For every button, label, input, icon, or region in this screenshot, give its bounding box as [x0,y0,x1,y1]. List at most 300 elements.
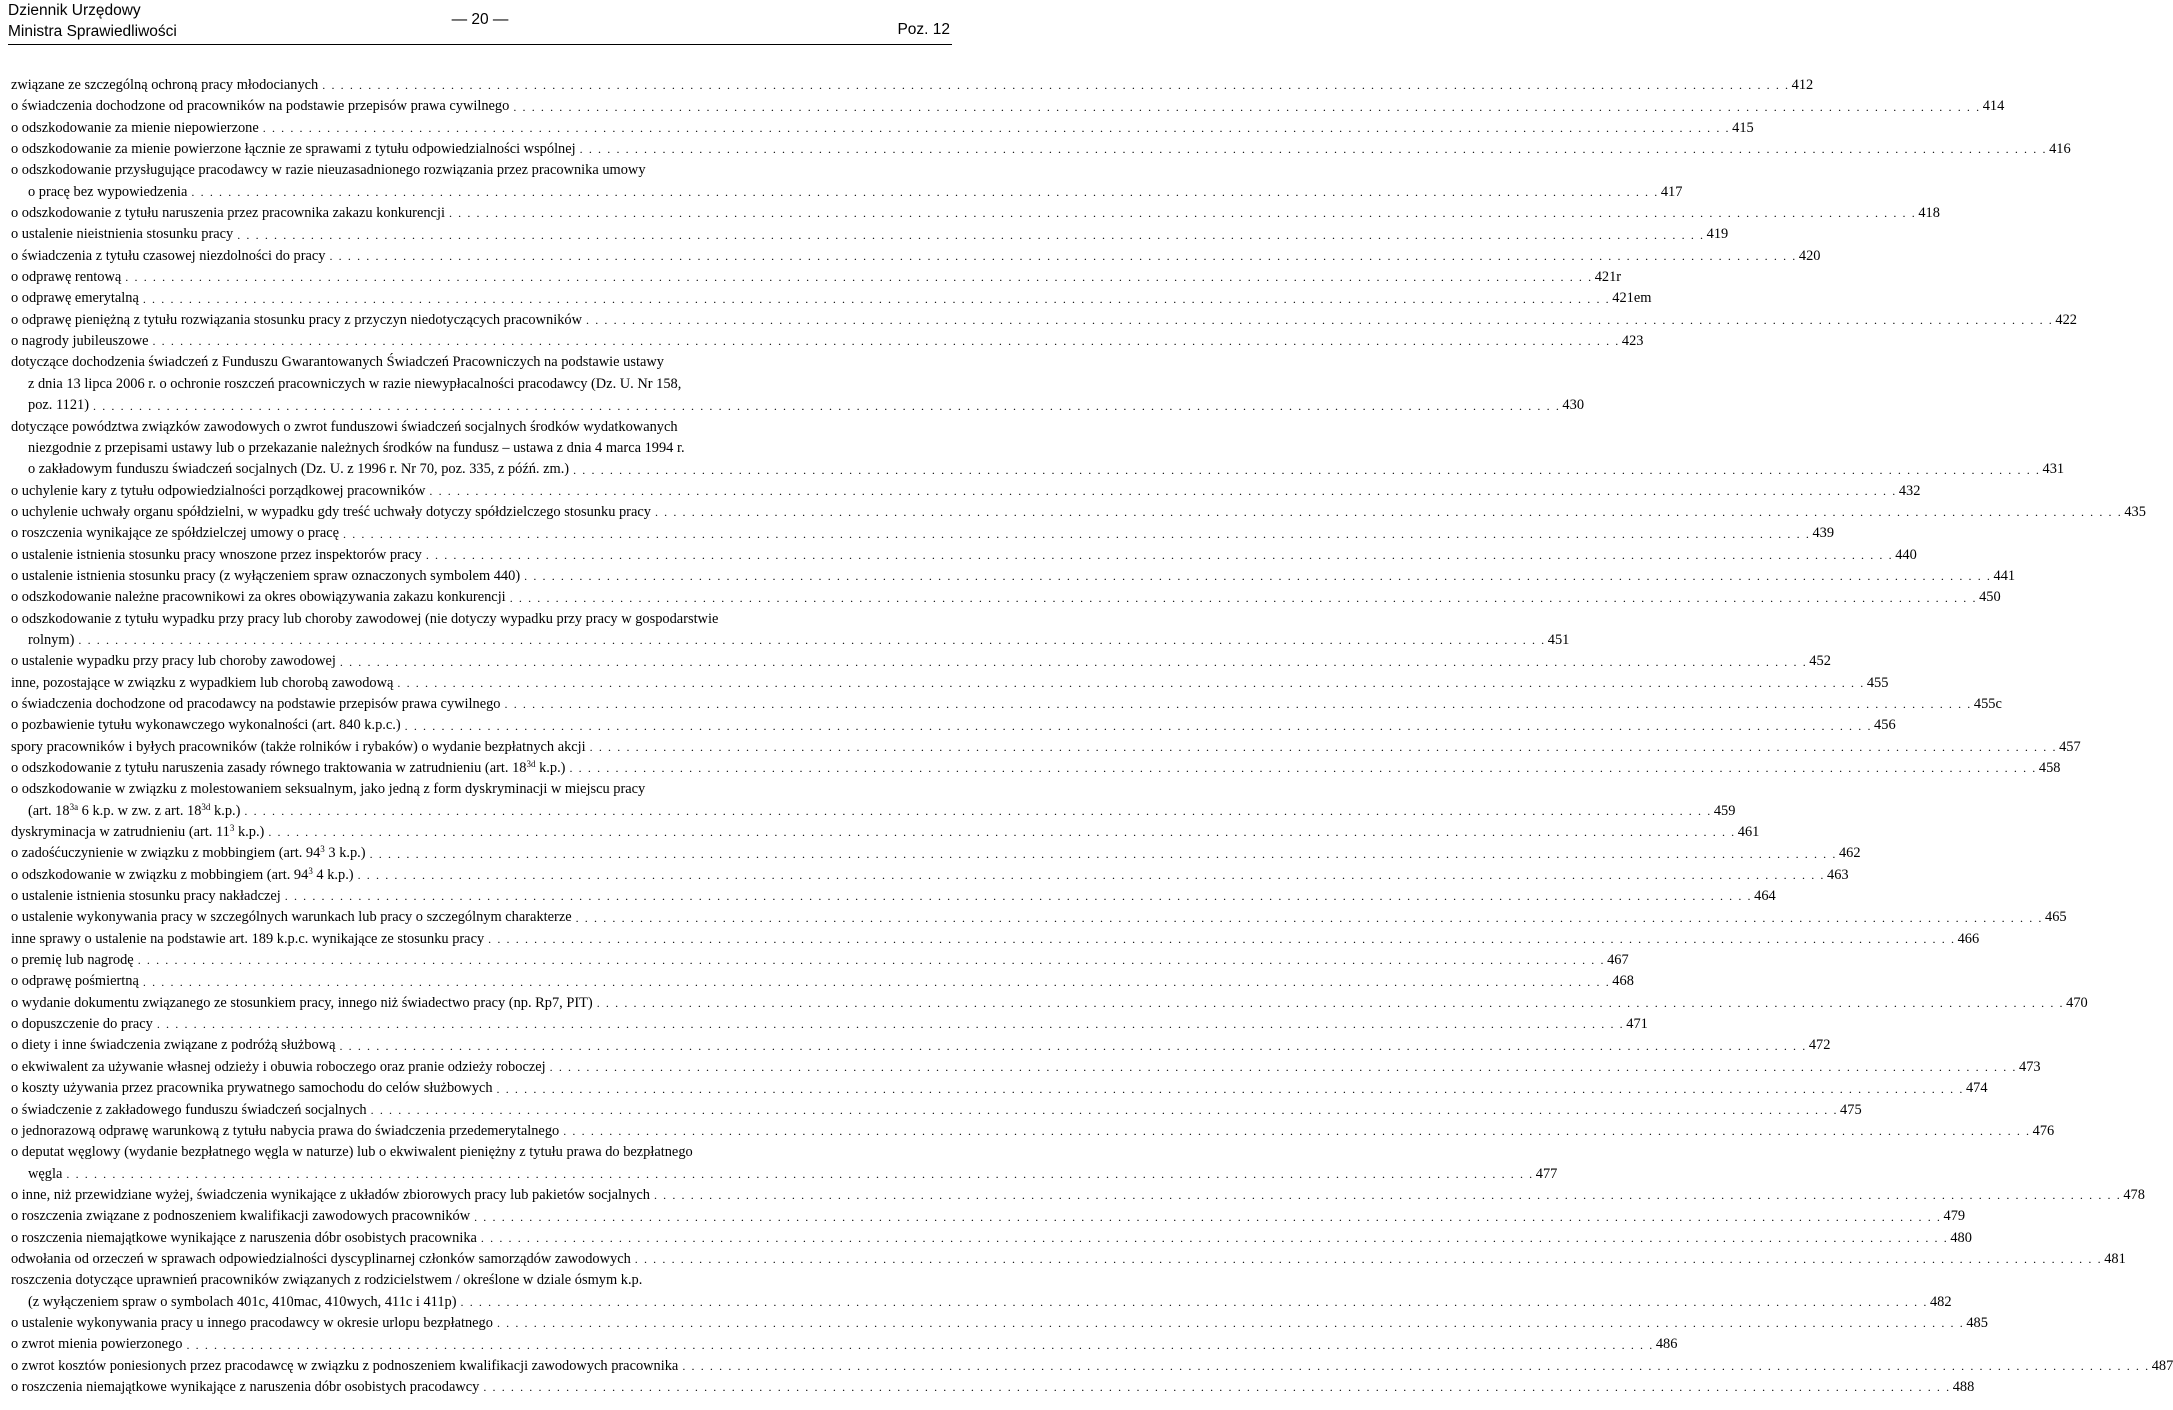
entry-description [11,1334,182,1355]
list-item [11,1185,2145,1206]
symbol-number: 482 [1929,1293,1952,1310]
symbol-number: 418 [1918,205,1940,222]
entry-text: rolnym) [28,631,75,648]
entry-description [11,1356,678,1377]
list-item [11,609,1570,652]
entry-row [11,288,1652,309]
entry-row [11,566,2016,587]
entry-row [11,1292,1952,1313]
entry-text: k.p.) [234,824,265,841]
list-item [11,758,2061,779]
entry-row [11,822,1760,843]
list-item [11,267,1622,288]
symbol-number: 416 [2049,141,2071,158]
entry-text: 3 k.p.) [324,845,366,862]
dot-leader [78,630,1545,651]
list-item [11,566,2016,587]
entry-text: o roszczenia związane z podnoszeniem kwalifikacji zawodowych pracowników [11,1208,471,1225]
dot-leader [157,1014,1624,1035]
entry-text: o ustalenie istnienia stosunku pracy (z wyłączeniem spraw oznaczonych symbolem 440) [11,567,521,584]
entry-row [11,182,1683,203]
entry-row [11,523,1835,544]
entry-description [11,1014,153,1035]
superscript: 3 [320,844,325,855]
entry-text: o zadośćuczynienie w związku z mobbingiem (art. 94 [11,845,321,862]
entry-text: o ustalenie istnienia stosunku pracy nakładczej [11,888,281,905]
entry-description [11,822,264,843]
superscript: 3d [526,759,536,769]
entry-text: o dopuszczenie do pracy [11,1016,153,1033]
symbol-number: 472 [1808,1037,1831,1054]
symbol-number: 473 [2019,1058,2041,1075]
symbol-number: 455c [1973,695,2002,712]
entry-text: spory pracowników i byłych pracowników (także rolników i rybaków) o wydanie bezpłatnych akcji [11,738,586,755]
symbol-number: 439 [1812,525,1835,542]
symbol-number: 478 [2123,1186,2145,1203]
entry-description [11,203,445,224]
symbol-number: 470 [2066,994,2088,1011]
entry-text: o pozbawienie tytułu wykonawczego wykonalności (art. 840 k.p.c.) [11,717,401,734]
entry-text: o ustalenie wykonywania pracy u innego pracodawcy w okresie urlopu bezpłatnego [11,1314,493,1331]
dot-leader [654,1185,2121,1206]
symbol-number: 412 [1791,77,1814,93]
list-item [11,545,1917,566]
entry-text: o ekwiwalent za używanie własnej odzieży i obuwia roboczego oraz pranie odzieży roboczej [11,1058,546,1075]
dot-leader [339,1036,1806,1057]
entry-row [11,1185,2145,1206]
entry-text: o ustalenie nieistnienia stosunku pracy [11,226,234,243]
entry-row [11,843,1861,864]
entry-description [11,118,259,139]
list-item [11,1014,1648,1035]
list-item [11,929,1980,950]
entry-row [11,1100,1862,1121]
entry-description [28,182,187,203]
case-symbol-list [11,75,2173,1398]
entry-description [11,481,425,502]
entry-text: o ustalenie wypadku przy pracy lub choroby zawodowej [11,653,336,670]
superscript: 3 [229,823,235,834]
entry-row [11,737,2081,758]
entry-description [28,1292,457,1313]
dot-leader [483,1377,1950,1398]
symbol-number: 441 [1993,567,2016,584]
entry-text-line: dotyczące powództwa związków zawodowych o zwrot funduszowi świadczeń socjalnych środków wydatkowanych [11,418,678,435]
symbol-number: 468 [1612,973,1634,990]
entry-description [11,929,484,950]
entry-row [11,246,1821,267]
list-item [11,331,1644,352]
entry-text: węgla [28,1165,63,1182]
list-item [11,822,1760,843]
list-item [11,1228,1972,1249]
list-item [11,288,1652,309]
list-item [11,224,1729,245]
list-item [11,779,1736,822]
symbol-number: 451 [1547,631,1570,648]
entry-description [11,1121,559,1142]
dot-leader [550,1057,2017,1078]
entry-row [11,118,1754,139]
symbol-number: 431 [2042,461,2065,478]
list-item [11,352,1585,416]
entry-text-line: o odszkodowanie w związku z molestowaniem seksualnym, jako jedną z form dyskryminacji w miejscu pracy [11,781,646,798]
list-item [11,1121,2055,1142]
dot-leader [426,545,1893,566]
symbol-number: 471 [1626,1016,1648,1033]
entry-text: o zwrot kosztów poniesionych przez pracodawcę w związku z podnoszeniem kwalifikacji zawodowych pracownika [11,1357,679,1374]
symbol-number: 435 [2124,503,2146,520]
entry-text: o nagrody jubileuszowe [11,333,149,350]
entry-description [28,801,240,822]
entry-row [11,1121,2055,1142]
list-item [11,481,1921,502]
entry-row [11,1249,2126,1270]
list-item [11,417,2065,481]
entry-text: o odszkodowanie z tytułu naruszenia zasady równego traktowania w zatrudnieniu (art. 18 [11,760,527,776]
list-item [11,971,1634,992]
entry-text: o inne, niż przewidziane wyżej, świadczenia wynikające z układów zbiorowych pracy lub pakietów socjalnych [11,1186,650,1203]
symbol-number: 455 [1866,674,1889,691]
entry-row [11,950,1629,971]
list-item [11,246,1821,267]
list-item [11,993,2088,1014]
entry-text: związane ze szczególną ochroną pracy młodocianych [11,77,319,93]
dot-leader [285,886,1752,907]
list-item [11,1313,1988,1334]
entry-row [11,1035,1831,1056]
dot-leader [682,1356,2149,1377]
entry-row [11,1164,1558,1185]
dot-leader [138,950,1605,971]
symbol-number: 461 [1737,824,1760,841]
list-item [11,203,1940,224]
position-number: Poz. 12 [897,21,950,38]
entry-row [11,587,2001,608]
entry-description [11,331,148,352]
entry-row [11,929,1980,950]
symbol-number: 423 [1621,333,1644,350]
entry-description [11,694,501,715]
entry-text-line: dotyczące dochodzenia świadczeń z Funduszu Gwarantowanych Świadczeń Pracowniczych na podstawie ustawy [11,354,664,371]
entry-description [28,1164,62,1185]
list-item [11,950,1629,971]
symbol-number: 430 [1562,397,1585,414]
entry-row [11,673,1889,694]
entry-row [11,1057,2041,1078]
symbol-number: 415 [1732,119,1754,136]
journal-title-line1: Dziennik Urzędowy [8,2,141,19]
entry-row [11,203,1940,224]
entry-row [11,694,2002,715]
list-item [11,865,1849,886]
entry-description [11,843,366,864]
list-item [11,75,1814,96]
entry-text: o świadczenia z tytułu czasowej niezdolności do pracy [11,247,326,264]
list-item [11,715,1896,736]
entry-text: k.p.) [210,802,241,819]
entry-description [11,993,593,1014]
entry-description [11,907,572,928]
dot-leader [524,566,1991,587]
symbol-number: 485 [1966,1314,1988,1331]
entry-text: o premię lub nagrodę [11,952,134,969]
entry-row [11,886,1776,907]
entry-row [11,993,2088,1014]
list-item [11,502,2146,523]
entry-text: o świadczenia dochodzone od pracodawcy na podstawie przepisów prawa cywilnego [11,695,501,712]
entry-row [11,907,2067,928]
symbol-number: 466 [1957,930,1980,947]
dot-leader [449,203,1916,224]
symbol-number: 452 [1809,653,1831,670]
dot-leader [405,716,1872,737]
entry-text: o diety i inne świadczenia związane z podróżą służbową [11,1037,336,1054]
entry-row [11,395,1585,416]
entry-description [11,288,139,309]
entry-row [11,459,2065,480]
list-item [11,694,2002,715]
entry-text-line: o odszkodowanie przysługujące pracodawcy w razie nieuzasadnionego rozwiązania przez pracownika umowy [11,162,646,179]
dot-leader [573,460,2040,481]
entry-text: o zakładowym funduszu świadczeń socjalnych (Dz. U. z 1996 r. Nr 70, poz. 335, z późń. zm.) [28,461,570,478]
entry-text: odwołania od orzeczeń w sprawach odpowiedzialności dyscyplinarnej członków samorządów zawodowych [11,1250,631,1267]
entry-row [11,139,2071,160]
symbol-number: 440 [1895,546,1917,563]
entry-row [11,865,1849,886]
entry-text: poz. 1121) [28,397,90,414]
entry-text: o uchylenie uchwały organu spółdzielni, w wypadku gdy treść uchwały dotyczy spółdzielczego stosunku pracy [11,503,651,520]
page-number: — 20 — [451,11,509,28]
symbol-number: 481 [2104,1250,2126,1267]
dot-leader [563,1121,2030,1142]
symbol-number: 477 [1535,1165,1558,1182]
entry-row [11,75,1814,96]
symbol-number: 480 [1950,1229,1972,1246]
dot-leader [186,1335,1653,1356]
entry-text: o odszkodowanie za mienie powierzone łącznie ze sprawami z tytułu odpowiedzialności wspólnej [11,141,576,158]
entry-row [11,715,1896,736]
dot-leader [505,694,1972,715]
dot-leader [343,524,1810,545]
dot-leader [576,908,2043,929]
entry-text: o jednorazową odprawę warunkową z tytułu nabycia prawa do świadczenia przedemerytalnego [11,1122,560,1139]
entry-description [11,1206,470,1227]
entry-row [11,1377,1975,1398]
entry-text: o roszczenia wynikające ze spółdzielczej umowy o pracę [11,525,340,542]
list-item [11,1249,2126,1270]
entry-row [11,224,1729,245]
symbol-number: 459 [1713,802,1736,819]
superscript: 3d [201,801,211,812]
dot-leader [244,801,1711,822]
entry-description [11,1228,477,1249]
dot-leader [143,289,1610,310]
entry-description [11,75,318,96]
symbol-number: 419 [1706,226,1729,243]
entry-description [11,310,582,331]
entry-text: o roszczenia niemajątkowe wynikające z naruszenia dóbr osobistych pracodawcy [11,1378,480,1395]
dot-leader [125,267,1592,288]
entry-text: o odprawę pieniężną z tytułu rozwiązania stosunku pracy z przyczyn niedotyczących pracowników [11,311,582,328]
entry-row [11,96,2005,117]
symbol-number: 479 [1943,1208,1966,1225]
entry-row [11,1356,2173,1377]
list-item [11,907,2067,928]
entry-text: o odprawę emerytalną [11,290,139,307]
list-item [11,1142,1558,1185]
symbol-number: 475 [1840,1101,1862,1118]
entry-row [11,1228,1972,1249]
entry-text: o pracę bez wypowiedzenia [28,183,188,200]
entry-description [11,139,576,160]
symbol-number: 487 [2151,1357,2173,1374]
entry-text-line: niezgodnie z przepisami ustawy lub o przekazanie należnych środków na fundusz – ustawa z dnia 4 marca 1994 r. [28,439,685,456]
list-item [11,1356,2173,1377]
entry-row [11,1014,1648,1035]
entry-text: o zwrot mienia powierzonego [11,1336,183,1353]
list-item [11,737,2081,758]
journal-title-line2: Ministra Sprawiedliwości [8,23,177,40]
symbol-number: 414 [1982,98,2005,115]
dot-leader [586,310,2053,331]
entry-description [11,96,509,117]
list-item [11,1377,1975,1398]
entry-row [11,267,1622,288]
entry-text: inne, pozostające w związku z wypadkiem lub chorobą zawodową [11,674,394,691]
list-item [11,886,1776,907]
entry-description [11,715,401,736]
entry-text: o świadczenie z zakładowego funduszu świadczeń socjalnych [11,1101,367,1118]
entry-row [11,481,1921,502]
entry-description [11,1100,367,1121]
entry-text: o odszkodowanie w związku z mobbingiem (art. 94 [11,866,309,883]
entry-text-line: o deputat węglowy (wydanie bezpłatnego węgla w naturze) lub o ekwiwalent pieniężny z tytułu prawa do bezpłatnego [11,1144,693,1161]
entry-description [11,246,325,267]
entry-text-line: o odszkodowanie z tytułu wypadku przy pracy lub choroby zawodowej (nie dotyczy wypadku przy pracy w gospodarstwie [11,610,719,627]
list-item [11,651,1831,672]
list-item [11,843,1861,864]
symbol-number: 476 [2032,1122,2055,1139]
entry-text: o odprawę pośmiertną [11,973,139,990]
list-item [11,587,2001,608]
dot-leader [580,139,2047,160]
dot-leader [513,97,1980,118]
entry-description [11,587,506,608]
entry-row [11,1206,1966,1227]
list-item [11,118,1754,139]
dot-leader [590,737,2057,758]
entry-description [11,758,565,779]
entry-description [11,886,281,907]
symbol-number: 457 [2059,738,2081,755]
list-item [11,673,1889,694]
symbol-number: 462 [1838,845,1861,862]
entry-text: dyskryminacja w zatrudnieniu (art. 11 [11,824,230,841]
list-item [11,1334,1678,1355]
dot-leader [371,1100,1838,1121]
list-item [11,96,2005,117]
entry-description [11,737,586,758]
entry-text: o odszkodowanie z tytułu naruszenia przez pracownika zakazu konkurencji [11,205,445,222]
entry-text: o ustalenie wykonywania pracy w szczególnych warunkach lub pracy o szczególnym charakterze [11,909,572,926]
symbol-number: 464 [1754,888,1776,905]
entry-description [11,566,520,587]
list-item [11,1078,1988,1099]
list-item [11,1035,1831,1056]
symbol-number: 432 [1898,482,1921,499]
entry-description [28,395,89,416]
symbol-number: 456 [1874,717,1896,734]
entry-text: o świadczenia dochodzone od pracowników na podstawie przepisów prawa cywilnego [11,98,510,115]
entry-description [11,224,233,245]
dot-leader [397,673,1864,694]
symbol-number: 467 [1607,952,1629,969]
list-item [11,1057,2041,1078]
dot-leader [597,993,2064,1014]
dot-leader [93,396,1560,417]
header-rule [8,44,952,45]
list-item [11,139,2071,160]
symbol-number: 421em [1612,290,1652,307]
entry-row [11,331,1644,352]
dot-leader [263,118,1730,139]
dot-leader [237,225,1704,246]
list-item [11,1206,1966,1227]
entry-row [11,502,2146,523]
entry-description [11,1035,335,1056]
entry-text: o koszty używania przez pracownika prywatnego samochodu do celów służbowych [11,1080,493,1097]
page-header [8,0,952,44]
dot-leader [497,1313,1964,1334]
entry-description [11,1057,546,1078]
entry-description [28,459,569,480]
entry-description [11,267,121,288]
dot-leader [143,972,1610,993]
entry-description [11,651,336,672]
entry-text: o odszkodowanie należne pracownikowi za okres obowiązywania zakazu konkurencji [11,589,506,606]
entry-text: 6 k.p. w zw. z art. 18 [78,802,202,819]
dot-leader [152,331,1619,352]
symbol-number: 486 [1655,1336,1678,1353]
entry-description [11,865,354,886]
entry-text: inne sprawy o ustalenie na podstawie art. 189 k.p.c. wynikające ze stosunku pracy [11,930,485,947]
symbol-number: 422 [2055,311,2077,328]
entry-row [11,801,1736,822]
symbol-number: 458 [2038,760,2061,776]
entry-text: o odprawę rentową [11,269,122,286]
dot-leader [510,588,1977,609]
entry-row [11,545,1917,566]
symbol-number: 465 [2045,909,2067,926]
entry-description [11,1078,493,1099]
dot-leader [497,1079,1964,1100]
dot-leader [340,652,1807,673]
list-item [11,1100,1862,1121]
dot-leader [474,1207,1941,1228]
entry-row [11,310,2077,331]
entry-description [11,523,339,544]
symbol-number: 417 [1660,183,1683,200]
entry-row [11,1313,1988,1334]
symbol-number: 450 [1979,589,2001,606]
entry-text: o wydanie dokumentu związanego ze stosunkiem pracy, innego niż świadectwo pracy (np. Rp7, PIT) [11,994,593,1011]
list-item [11,523,1835,544]
entry-text-line: roszczenia dotyczące uprawnień pracowników związanych z rodzicielstwem / określone w dziale ósmym k.p. [11,1272,643,1289]
entry-row [11,758,2061,779]
entry-description [11,950,134,971]
dot-leader [655,502,2122,523]
